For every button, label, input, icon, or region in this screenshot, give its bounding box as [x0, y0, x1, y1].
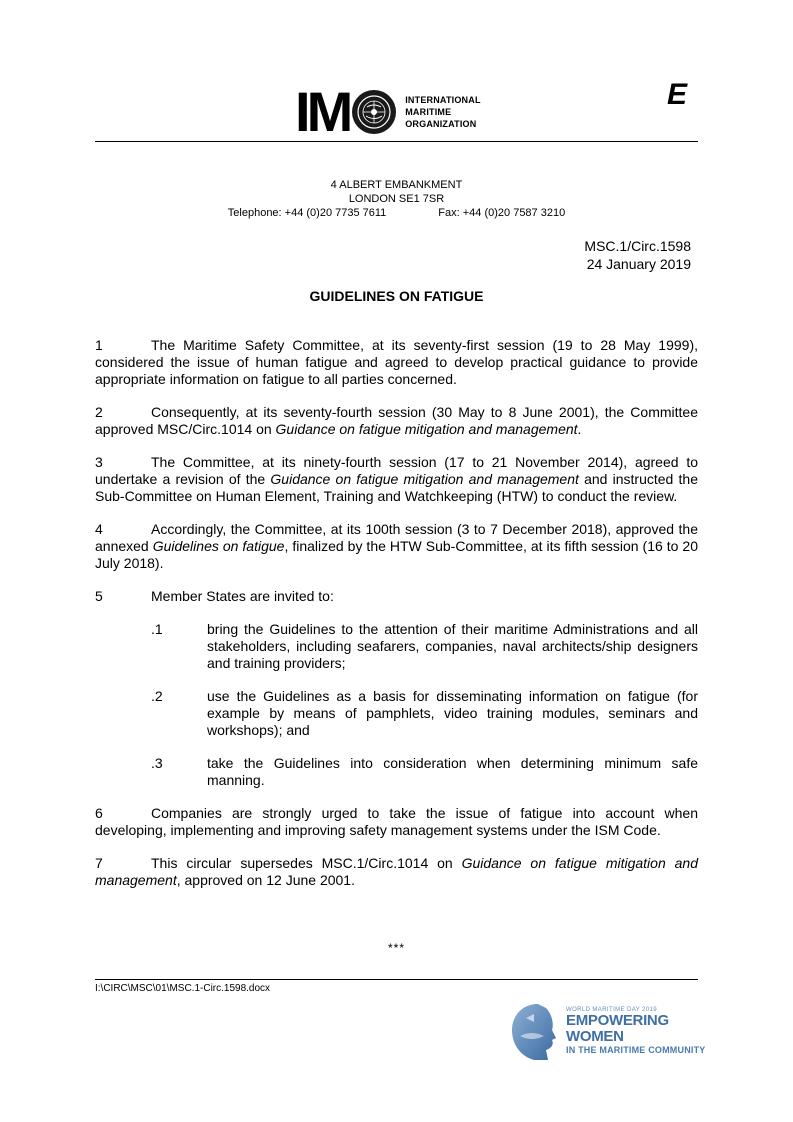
paragraph-7	[95, 855, 698, 889]
org-name-line: ORGANIZATION	[405, 119, 477, 129]
paragraph-text: Consequently, at its seventy-fourth session (30 May to 8 June 2001), the Committee approved MSC/Circ.1014 on	[95, 404, 698, 437]
paragraph-text: Companies are strongly urged to take the issue of fatigue into account when developing, implementing and improving safety management systems under the ISM Code.	[95, 805, 698, 838]
language-mark: E	[667, 78, 688, 111]
paragraph-5	[95, 588, 698, 605]
list-item-number: .1	[151, 621, 163, 637]
document-reference: Guidance on fatigue mitigation and management	[270, 471, 579, 487]
invitation-list	[95, 621, 698, 789]
document-body	[95, 337, 698, 905]
wmd-text	[566, 1007, 708, 1055]
address-line: 4 ALBERT EMBANKMENT	[330, 179, 463, 191]
wmd-theme-title: EMPOWERING WOMEN	[566, 1012, 669, 1045]
org-name-line: INTERNATIONAL	[405, 95, 481, 105]
list-item	[95, 755, 698, 789]
paragraph-text: .	[577, 421, 582, 437]
list-item-text: bring the Guidelines to the attention of their maritime Administrations and all stakeholders, including seafarers, companies, naval architects/ship designers and training providers;	[207, 621, 698, 671]
org-name-line: MARITIME	[405, 107, 452, 117]
document-reference: Guidelines on fatigue	[152, 538, 285, 554]
document-reference: Guidance on fatigue mitigation and management	[275, 421, 578, 437]
header-divider	[95, 141, 698, 142]
document-title: GUIDELINES ON FATIGUE	[309, 288, 484, 304]
paragraph-3	[95, 454, 698, 505]
list-item	[95, 621, 698, 672]
world-maritime-day-logo	[508, 998, 708, 1064]
paragraph-number: 6	[95, 805, 103, 821]
paragraph-number: 2	[95, 404, 103, 420]
paragraph-text: , approved on 12 June 2001.	[176, 872, 355, 888]
woman-profile-icon	[508, 1000, 562, 1062]
circular-number: MSC.1/Circ.1598	[584, 238, 691, 254]
address-block	[95, 178, 698, 220]
paragraph-2	[95, 404, 698, 438]
document-reference: Guidance on fatigue mitigation and management	[95, 855, 698, 888]
paragraph-number: 3	[95, 454, 103, 470]
logo-letters	[295, 80, 350, 143]
paragraph-1	[95, 337, 698, 388]
paragraph-text: The Committee, at its ninety-fourth session (17 to 21 November 2014), agreed to undertake a revision of the	[95, 454, 698, 487]
list-item	[95, 688, 698, 739]
paragraph-6	[95, 805, 698, 839]
fax: Fax: +44 (0)20 7587 3210	[438, 207, 566, 219]
footer-divider	[95, 979, 698, 980]
paragraph-number: 7	[95, 855, 103, 871]
logo-letter-i: I	[295, 80, 307, 143]
wmd-theme-subtitle: IN THE MARITIME COMMUNITY	[566, 1045, 706, 1055]
contact-line	[95, 206, 698, 220]
paragraph-text: The Maritime Safety Committee, at its seventy-first session (19 to 28 May 1999), considered the issue of human fatigue and agreed to develop practical guidance to provide appropriate information on fatigue to all parties concerned.	[95, 337, 698, 387]
paragraph-number: 4	[95, 521, 103, 537]
paragraph-text: Member States are invited to:	[151, 588, 334, 604]
paragraph-4	[95, 521, 698, 572]
telephone: Telephone: +44 (0)20 7735 7611	[227, 207, 387, 219]
list-item-number: .3	[151, 755, 163, 771]
paragraph-number: 1	[95, 337, 103, 353]
circular-date: 24 January 2019	[586, 256, 691, 272]
imo-emblem-icon	[351, 89, 397, 135]
organization-name	[405, 94, 480, 130]
paragraph-text: Accordingly, the Committee, at its 100th session (3 to 7 December 2018), approved the annexed	[95, 521, 698, 554]
paragraph-text: This circular supersedes MSC.1/Circ.1014 on	[151, 855, 462, 871]
imo-logo	[295, 80, 481, 143]
logo-letter-m: M	[306, 80, 350, 143]
paragraph-text: , finalized by the HTW Sub-Committee, at its fifth session (16 to 20 July 2018).	[95, 538, 698, 571]
wmd-event-name: WORLD MARITIME DAY 2019	[566, 1007, 657, 1013]
list-item-number: .2	[151, 688, 163, 704]
paragraph-text: and instructed the Sub-Committee on Human Element, Training and Watchkeeping (HTW) to conduct the review.	[95, 471, 699, 504]
end-of-document-mark: ***	[387, 941, 405, 955]
list-item-text: take the Guidelines into consideration when determining minimum safe manning.	[207, 755, 698, 788]
reference-block	[584, 237, 691, 273]
paragraph-number: 5	[95, 588, 103, 604]
address-line: LONDON SE1 7SR	[348, 193, 445, 205]
file-path: I:\CIRC\MSC\01\MSC.1-Circ.1598.docx	[95, 983, 271, 994]
list-item-text: use the Guidelines as a basis for disseminating information on fatigue (for example by means of pamphlets, video training modules, seminars and workshops); and	[207, 688, 698, 738]
